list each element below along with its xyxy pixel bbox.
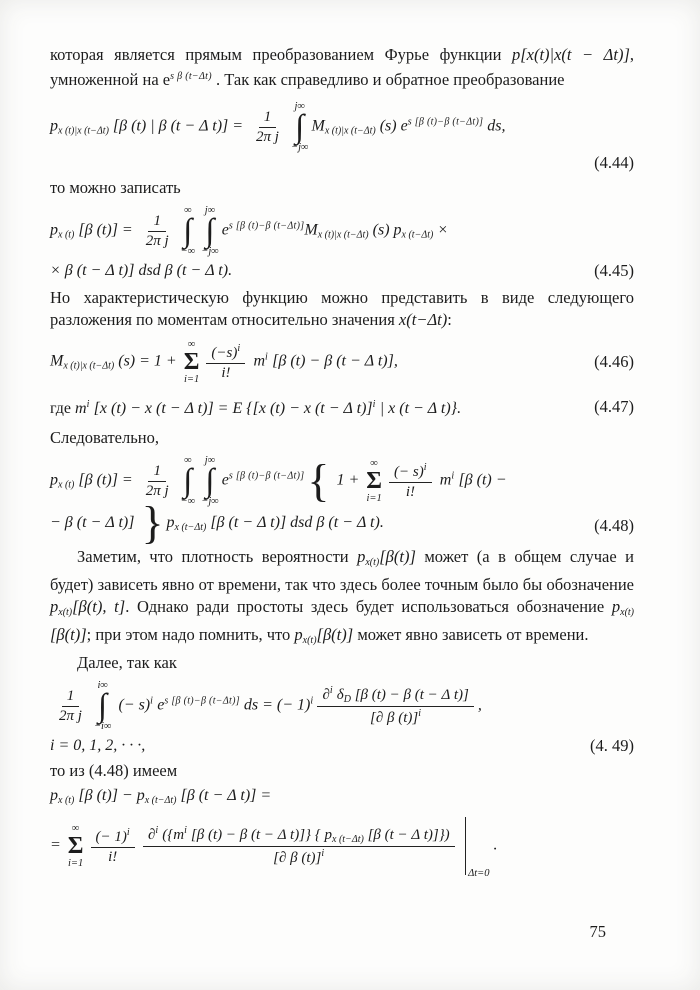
- fraction: [141, 213, 174, 250]
- sum-icon: Σ: [366, 468, 382, 494]
- equation-number: (4.45): [594, 261, 634, 280]
- math-var: p: [324, 827, 333, 844]
- fraction: [141, 463, 174, 500]
- fraction-numerator: 1: [259, 109, 277, 128]
- integral-upper-limit: ∞: [184, 455, 192, 466]
- fraction-denominator: 2π j: [145, 232, 169, 249]
- math-fragment: [β (t − Δ t)] =: [176, 787, 272, 804]
- equation-number: (4.47): [594, 397, 634, 416]
- exponent: i: [265, 351, 269, 363]
- sum-icon: Σ: [183, 349, 200, 375]
- text-run: ; при этом надо помнить, что: [86, 625, 295, 644]
- times-sign: ×: [433, 221, 449, 239]
- exponent: i: [310, 695, 314, 707]
- integral: [181, 455, 196, 507]
- fraction-numerator: [317, 685, 473, 707]
- subscript: x (t)|x (t−Δt): [324, 125, 376, 137]
- equation-4-47-body: [50, 395, 461, 419]
- equation-number: (4.44): [594, 153, 634, 172]
- integral-lower-limit: −∞: [180, 496, 196, 507]
- equation-number: (4.46): [594, 352, 634, 371]
- equation-final-rhs: [50, 817, 498, 879]
- exponent: i: [451, 470, 455, 482]
- math-fragment: (− s): [114, 696, 151, 714]
- math-fragment: [β (t − Δ t)]}): [363, 827, 450, 844]
- subscript: x (t)|x (t−Δt): [63, 360, 115, 372]
- math-var: p: [357, 547, 366, 566]
- integral: [94, 680, 112, 732]
- inline-math-p-cond: p[x(t)|x(t − Δt)]: [511, 45, 630, 64]
- equation-number: (4.48): [594, 515, 634, 535]
- text-run: . Так как справедливо и обратное преобразование: [211, 70, 565, 89]
- text-run: . Однако ради простоты здесь будет использоваться обозначение: [125, 597, 612, 616]
- math-var: m: [249, 352, 266, 370]
- text-run: Но характеристическую функцию можно представить в виде следующего разложения по моментам относительно значения: [50, 288, 634, 329]
- subscript: x (t−Δt): [401, 229, 434, 241]
- math-fragment: (− s): [394, 463, 424, 480]
- sum-upper-limit: ∞: [370, 458, 378, 469]
- text-run: :: [447, 310, 452, 329]
- math-fragment: [β(t)]: [316, 625, 354, 644]
- math-var: ∂: [322, 687, 330, 704]
- evaluation-condition: Δt=0: [468, 868, 490, 879]
- math-fragment: ds,: [483, 117, 506, 135]
- fraction-numerator: [389, 462, 432, 483]
- math-var: p: [50, 597, 59, 616]
- math-fragment: − β (t − Δ t)]: [50, 514, 139, 531]
- evaluation-bar: [465, 817, 490, 879]
- sum-lower-limit: i=1: [366, 493, 382, 504]
- fraction-numerator: [143, 825, 455, 847]
- equation-final-lhs: [50, 786, 271, 811]
- math-fragment: [β (t)] −: [74, 787, 137, 804]
- sum-upper-limit: ∞: [71, 823, 80, 834]
- equation-4-45-body: [50, 205, 448, 257]
- integral: [291, 101, 309, 153]
- math-var: p: [166, 514, 175, 531]
- equation-4-44-body: [50, 101, 506, 153]
- exponent: i: [155, 825, 159, 837]
- fraction: [389, 462, 432, 501]
- math-fragment: [β (t) − β (t − Δ t)],: [268, 352, 398, 370]
- equation-4-45-line1: [50, 205, 634, 257]
- subscript: x (t−Δt): [144, 795, 177, 806]
- math-var: ∂: [147, 827, 156, 844]
- exponent: i: [321, 848, 325, 860]
- subscript: x (t): [58, 479, 75, 491]
- integral-upper-limit: j∞: [204, 205, 216, 216]
- equation-4-44: [50, 101, 634, 153]
- sum: [366, 458, 382, 504]
- text-run: которая является прямым преобразованием Фурье функции: [50, 45, 512, 64]
- text-line: то можно записать: [50, 178, 181, 197]
- math-fragment: [∂ β (t)]: [370, 710, 419, 727]
- page-number: 75: [589, 922, 606, 941]
- paragraph-note: [50, 546, 634, 652]
- math-fragment: [β (t) | β (t − Δ t)] =: [108, 117, 248, 135]
- exponent: i: [184, 825, 188, 837]
- equation-4-45-line2: [50, 261, 634, 281]
- math-fragment: 1 +: [332, 471, 364, 489]
- fraction: [251, 109, 284, 146]
- integral-upper-limit: i∞: [97, 680, 108, 691]
- paragraph-intro: [50, 44, 634, 91]
- math-fragment: [β (t)] =: [74, 471, 137, 489]
- fraction-denominator: i!: [221, 364, 231, 381]
- math-var: M: [50, 352, 64, 370]
- exponent: i: [126, 826, 130, 838]
- fraction-denominator: 2π j: [59, 707, 82, 724]
- math-var: δ: [332, 687, 344, 704]
- integral-lower-limit: −j∞: [290, 142, 309, 153]
- sum-upper-limit: ∞: [187, 339, 196, 350]
- exponent: s [β (t)−β (t−Δt)]: [407, 116, 484, 128]
- integral-icon: ∫: [183, 213, 193, 249]
- exponent: s [β (t)−β (t−Δt)]: [164, 695, 240, 707]
- text-line: то из (4.48) имеем: [50, 761, 178, 780]
- fraction-numerator: 1: [62, 688, 80, 707]
- subscript: x (t): [58, 229, 75, 241]
- integral-icon: ∫: [295, 109, 305, 145]
- fraction-denominator: [268, 847, 329, 867]
- math-fragment: =: [50, 836, 65, 854]
- math-var: p: [393, 221, 402, 239]
- math-fragment: [β (t) − β (t − Δ t)]: [350, 687, 469, 704]
- integral-lower-limit: −i∞: [93, 721, 112, 732]
- integral-icon: ∫: [205, 463, 215, 499]
- equation-4-49-line2: [50, 736, 634, 756]
- subscript: D: [343, 694, 351, 706]
- exponent: i: [372, 399, 376, 410]
- sum-icon: Σ: [67, 833, 84, 859]
- math-fragment: (− 1): [95, 828, 127, 845]
- sum: [184, 339, 200, 385]
- fraction-numerator: [206, 343, 245, 364]
- equation-label-4-44: [50, 153, 634, 173]
- integral-lower-limit: −j∞: [201, 246, 219, 257]
- equation-number: (4. 49): [590, 736, 634, 755]
- sum-lower-limit: i=1: [183, 374, 200, 385]
- exponent: i: [423, 461, 427, 473]
- math-fragment: ({m: [158, 827, 185, 844]
- math-fragment: (−s): [211, 344, 238, 361]
- equation-4-48-body: $p_{x (t)}$ [β (t)] = $\frac{1}{\text{2π j}}$ ∞ ∫ −∞ j∞ ∫ −j∞ $e^{s [\beta (t)-\beta (t-\Delta t)]}${ 1 + ∞ Σ i=1 $\frac{(- s)^i}{i!}$ $m^i$ [β (t) −: [50, 455, 507, 507]
- math-fragment: .: [489, 836, 498, 854]
- integral: [181, 205, 196, 257]
- equation-4-47: [50, 395, 634, 419]
- sum: [68, 823, 84, 869]
- fraction: [206, 343, 245, 382]
- math-var: p: [611, 597, 621, 616]
- fraction: [91, 827, 135, 866]
- math-var: p: [50, 787, 58, 804]
- inline-math: x(t−Δt): [398, 310, 448, 329]
- math-var: e: [221, 471, 229, 489]
- math-fragment: (s) e: [375, 117, 408, 135]
- exponent: s [β (t)−β (t−Δt)]: [228, 470, 305, 482]
- integral-icon: ∫: [183, 463, 193, 499]
- fraction-denominator: 2π j: [145, 482, 169, 499]
- equation-4-49-indices: i = 0, 1, 2, · · ·,: [50, 737, 146, 754]
- subscript: x (t−Δt): [174, 522, 207, 533]
- exponent: i: [237, 342, 241, 354]
- page-content: [50, 44, 635, 879]
- fraction: [54, 688, 87, 725]
- fraction-numerator: 1: [148, 213, 166, 232]
- text-line: Следовательно,: [50, 428, 159, 447]
- math-var: p: [294, 625, 303, 644]
- math-fragment: (s): [368, 221, 394, 239]
- text-run: Заметим, что плотность вероятности: [77, 547, 358, 566]
- equation-4-48-line1: [50, 455, 634, 507]
- math-fragment: [β(t)]: [379, 547, 416, 566]
- equation-4-45-continuation: × β (t − Δ t)] dsd β (t − Δ t).: [50, 262, 233, 279]
- subscript: x (t)|x (t−Δt): [58, 125, 109, 137]
- math-fragment: [β (t − Δ t)] dsd β (t − Δ t).: [206, 514, 384, 531]
- paragraph-moments: [50, 287, 634, 331]
- fraction-denominator: 2π j: [256, 128, 279, 145]
- integral-lower-limit: −j∞: [201, 496, 219, 507]
- fraction-numerator: [91, 827, 135, 848]
- equation-4-46-body: [50, 339, 398, 385]
- text-run: где: [50, 400, 76, 417]
- text-run: может явно зависеть от времени.: [353, 625, 589, 644]
- sum-lower-limit: i=1: [68, 858, 84, 869]
- integral-upper-limit: ∞: [184, 205, 192, 216]
- subscript: x(t): [58, 607, 73, 618]
- math-fragment: [β(t)]: [50, 625, 87, 644]
- subscript: x (t−Δt): [332, 834, 364, 846]
- subscript: x (t): [58, 795, 75, 806]
- math-var: M: [311, 117, 325, 135]
- exponent: i: [150, 695, 154, 707]
- equation-4-49-body: [50, 680, 482, 732]
- math-var: e: [221, 221, 229, 239]
- equation-4-46: [50, 339, 634, 385]
- math-fragment: [β(t), t]: [72, 597, 126, 616]
- equation-final-line1: [50, 786, 634, 811]
- equation-4-48-continuation: − β (t − Δ t)] } $p_{x (t-\Delta t)}$ [β (t − Δ t)] dsd β (t − Δ t).: [50, 497, 384, 549]
- exponent: i: [86, 399, 90, 410]
- exponent: i: [418, 708, 422, 720]
- math-fragment: | x (t − Δ t)}.: [375, 400, 462, 417]
- subscript: x(t): [365, 557, 380, 568]
- math-var: p: [50, 471, 58, 489]
- fraction-denominator: i!: [108, 848, 118, 865]
- math-var: m: [75, 400, 87, 417]
- big-fraction: [317, 685, 473, 727]
- integral-icon: ∫: [205, 213, 215, 249]
- math-fragment: [x (t) − x (t − Δ t)] = E {[x (t) − x (t − Δ t)]: [89, 400, 373, 417]
- exponent: s [β (t)−β (t−Δt)]: [228, 220, 305, 232]
- integral: [201, 455, 219, 507]
- fraction-numerator: 1: [148, 463, 166, 482]
- equation-4-49-line1: [50, 680, 634, 732]
- text-run: может (а в общем случае и будет) зависеть явно от времени, так что здесь более точным было бы обозначение: [50, 547, 634, 594]
- fraction-denominator: [365, 707, 426, 727]
- math-fragment: [β (t) −: [454, 471, 507, 489]
- math-var: M: [304, 221, 318, 239]
- math-var: m: [435, 471, 452, 489]
- math-fragment: [β (t) − β (t − Δ t)]} {: [187, 827, 325, 844]
- subscript: x(t): [302, 635, 317, 646]
- exponent: i: [329, 685, 333, 697]
- math-fragment: [β (t)] =: [74, 221, 137, 239]
- text-run: , умноженной на e: [50, 45, 634, 89]
- integral-upper-limit: j∞: [204, 455, 216, 466]
- math-var: p: [136, 787, 145, 804]
- integral-upper-limit: j∞: [294, 101, 305, 112]
- integral-lower-limit: −∞: [180, 246, 196, 257]
- vertical-bar-icon: [465, 817, 466, 875]
- integral: [201, 205, 219, 257]
- big-fraction: [143, 825, 455, 867]
- math-fragment: ds = (− 1): [239, 696, 311, 714]
- fraction-denominator: i!: [405, 483, 415, 500]
- exponent: s β (t−Δt): [170, 71, 212, 82]
- integral-icon: ∫: [98, 688, 108, 724]
- math-var: p: [50, 117, 58, 135]
- subscript: x(t): [620, 607, 635, 618]
- math-var: p: [50, 221, 58, 239]
- math-fragment: [∂ β (t)]: [273, 850, 322, 867]
- equation-final-line2: [50, 817, 634, 879]
- subscript: x (t)|x (t−Δt): [317, 229, 369, 241]
- math-fragment: ,: [477, 696, 482, 714]
- text-line: Далее, так как: [77, 653, 177, 672]
- math-fragment: (s) = 1 +: [114, 352, 181, 370]
- math-var: e: [153, 696, 165, 714]
